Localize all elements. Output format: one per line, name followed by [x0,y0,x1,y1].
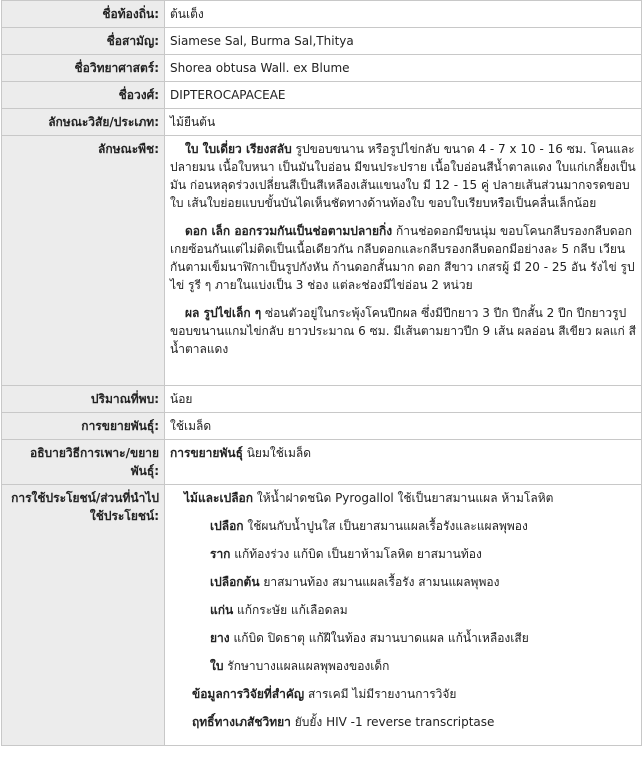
family-label: ชื่อวงศ์: [2,82,165,109]
use-item-heading: แก่น [210,603,234,617]
propagation-desc-label: อธิบายวิธีการเพาะ/ขยายพันธุ์: [2,440,165,485]
propagation-label: การขยายพันธุ์: [2,413,165,440]
common-name-label: ชื่อสามัญ: [2,28,165,55]
row-abundance [2,386,642,413]
propagation-desc-text: นิยมใช้เมล็ด [242,446,312,460]
row-propagation-desc [2,440,642,485]
abundance-value: น้อย [165,386,642,413]
row-local-name [2,1,642,28]
flower-description [170,222,636,294]
plant-info-table [1,0,642,746]
fruit-heading: ผล รูปไข่เล็ก ๆ [185,306,262,320]
fruit-description [170,304,636,358]
use-item-heading: ใบ [210,659,224,673]
leaf-description [170,140,636,212]
habit-value: ไม้ยืนต้น [165,109,642,136]
use-item-heading: ไม้และเปลือก [184,491,254,505]
uses-value [165,485,642,746]
scientific-name-value: Shorea obtusa Wall. ex Blume [165,55,642,82]
use-item-text: ใช้ผนกับน้ำปูนใส เป็นยาสมานแผลเรื้อรังและแผลพุพอง [243,519,528,533]
use-item-text: รักษาบางแผลแผลพุพองของเด็ก [223,659,390,673]
leaf-text: รูปขอบขนาน หรือรูปไข่กลับ ขนาด 4 - 7 x 10 - 16 ซม. โคนและปลายมน เนื้อใบหนา เป็นมันใบอ่อน มีขนประปราย เนื้อใบอ่อนสีน้ำตาลแดง ใบแก่เกลี้ยงเป็นมัน ก่อนหลุดร่วงเปลี่ยนสีเป็นสีเหลืองเส้นแขนงใบ มี 12 - 15 คู่ ปลายเส้นส่วนมากจรดขอบใบ เส้นใบย่อยแบบขั้นบันไดเห็นชัดทางด้านท้องใบ ขอบใบเรียบหรือเป็นคลื่นเล็กน้อย [170,142,636,210]
local-name-label: ชื่อท้องถิ่น: [2,1,165,28]
habit-label: ลักษณะวิสัย/ประเภท: [2,109,165,136]
row-common-name [2,28,642,55]
pharmacology-text: ยับยั้ง HIV -1 reverse transcriptase [290,715,495,729]
propagation-desc-value [165,440,642,485]
row-habit [2,109,642,136]
row-description [2,136,642,386]
local-name-value: ต้นเต็ง [165,1,642,28]
use-item [170,657,636,675]
pharmacology [170,713,636,731]
row-uses [2,485,642,746]
research-text: สารเคมี ไม่มีรายงานการวิจัย [304,687,457,701]
use-item-heading: เปลือก [210,519,244,533]
use-item-text: ยาสมานท้อง สมานแผลเรื้อรัง สามนแผลพุพอง [259,575,500,589]
description-value [165,136,642,386]
fruit-text: ซ่อนตัวอยู่ในกระพุ้งโคนปีกผล ซึ่งมีปีกยาว 3 ปีก ปีกสั้น 2 ปีก ปีกยาวรูปขอบขนานแกมไข่กลับ ยาวประมาณ 6 ซม. มีเส้นตามยาวปีก 9 เส้น ผลอ่อน สีเขียว ผลแก่ สีน้ำตาลแดง [170,306,636,356]
use-item-heading: ราก [210,547,231,561]
use-item-heading: ยาง [210,631,230,645]
use-item-text: ให้น้ำฝาดชนิด Pyrogallol ใช้เป็นยาสมานแผล ห้ามโลหิต [253,491,554,505]
flower-heading: ดอก เล็ก ออกรวมกันเป็นช่อตามปลายกิ่ง [185,224,393,238]
use-item [170,629,636,647]
research-heading: ข้อมูลการวิจัยที่สำคัญ [192,687,305,701]
use-item-text: แก้บิด ปิดธาตุ แก้ฝีในท้อง สมานบาดแผล แก้น้ำเหลืองเสีย [229,631,529,645]
use-item-heading: เปลือกต้น [210,575,260,589]
row-scientific-name [2,55,642,82]
use-item [170,545,636,563]
uses-label: การใช้ประโยชน์/ส่วนที่นำไปใช้ประโยชน์: [2,485,165,746]
use-item [170,601,636,619]
use-item-text: แก้กระษัย แก้เลือดลม [233,603,348,617]
row-propagation [2,413,642,440]
description-label: ลักษณะพืช: [2,136,165,386]
propagation-desc-heading: การขยายพันธุ์ [170,446,243,460]
row-family [2,82,642,109]
scientific-name-label: ชื่อวิทยาศาสตร์: [2,55,165,82]
pharmacology-heading: ฤทธิ์ทางเภสัชวิทยา [192,715,291,729]
use-item-text: แก้ท้องร่วง แก้บิด เป็นยาห้ามโลหิต ยาสมานท้อง [230,547,482,561]
propagation-value: ใช้เมล็ด [165,413,642,440]
common-name-value: Siamese Sal, Burma Sal,Thitya [165,28,642,55]
abundance-label: ปริมาณที่พบ: [2,386,165,413]
use-item [170,517,636,535]
research-data [170,685,636,703]
use-item [170,489,636,507]
leaf-heading: ใบ ใบเดี่ยว เรียงสลับ [185,142,292,156]
family-value: DIPTEROCAPACEAE [165,82,642,109]
use-item [170,573,636,591]
flower-text: ก้านช่อดอกมีขนนุ่ม ขอบโคนกลีบรองกลีบดอกเกยซ้อนกันแต่ไม่ติดเป็นเนื้อเดียวกัน กลีบดอกและกลีบรองกลีบดอกมีอย่างละ 5 กลีบ เวียนกันตามเข็มนาฬิกาเป็นรูปกังหัน ก้านดอกสั้นมาก ดอก สีขาว เกสรผู้ มี 20 - 25 อัน รังไข่ รูปไข่ รูรี ๆ ภายในแบ่งเป็น 3 ช่อง แต่ละช่องมีไข่อ่อน 2 หน่วย [170,224,635,292]
